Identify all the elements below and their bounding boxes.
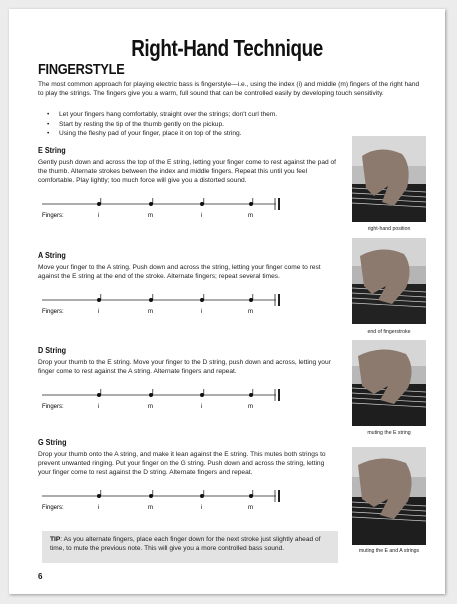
note <box>149 494 153 498</box>
g-string-staff <box>42 490 284 512</box>
note <box>97 298 101 302</box>
e-string-text: Gently push down and across the top of the E string, letting your finger come to rest against the pad of the thumb. Alternate strokes between the index and middle fingers. Repeat this until you feel comfortable. Play lightly; too much force will give you a distorted sound. <box>38 159 336 185</box>
a-string-staff <box>42 294 284 316</box>
fingers-label: Fingers: <box>42 213 64 219</box>
finger-label: m <box>148 505 153 511</box>
note <box>249 393 253 397</box>
book-page <box>9 9 445 594</box>
note <box>149 298 153 302</box>
photo-caption: muting the E and A strings <box>358 548 420 554</box>
right-hand-position-photo <box>352 136 426 222</box>
finger-label: m <box>248 505 253 511</box>
list-item: • Start by resting the tip of the thumb gently on the pickup. <box>47 120 277 130</box>
page-title: Right-Hand Technique <box>131 35 323 61</box>
note <box>200 202 204 206</box>
finger-label: i <box>201 213 203 219</box>
intro-paragraph: The most common approach for playing electric bass is fingerstyle—i.e., using the index (i) and middle (m) fingers of the right hand to play the strings. The fingers give you a warm, full sound that can be controlled easily by developing touch sensitivity. <box>38 81 420 98</box>
muting-e-string-photo <box>352 340 426 426</box>
note <box>249 202 253 206</box>
bass-hand-photo <box>352 238 426 324</box>
note <box>200 393 204 397</box>
bass-hand-photo <box>352 340 426 426</box>
section-heading: FINGERSTYLE <box>38 61 125 78</box>
finger-label: m <box>248 213 253 219</box>
photo-caption: right-hand position <box>367 226 411 232</box>
finger-label: i <box>98 309 100 315</box>
tips-list <box>47 110 277 139</box>
d-string-text: Drop your thumb to the E string. Move your finger to the D string, push down and across, letting your finger come to rest against the A string. Alternate fingers and repeat. <box>38 359 331 376</box>
bass-hand-photo <box>352 447 426 545</box>
note <box>149 202 153 206</box>
note <box>149 393 153 397</box>
fingers-label: Fingers: <box>42 505 64 511</box>
a-string-text: Move your finger to the A string. Push down and across the string, letting your finger come to rest against the E string at the end of the stroke. Alternate fingers; repeat several times. <box>38 264 321 281</box>
a-string-heading: A String <box>38 250 66 260</box>
fingers-label: Fingers: <box>42 309 64 315</box>
finger-label: m <box>148 309 153 315</box>
tip-text: : As you alternate fingers, place each finger down for the next stroke just slightly ahead of time, to mute the previous note. This will give you a more controlled bass sound. <box>50 536 321 553</box>
muting-e-and-a-strings-photo <box>352 447 426 545</box>
rhythm-staff <box>42 389 284 411</box>
list-item: • Let your fingers hang comfortably, straight over the strings; don't curl them. <box>47 110 277 120</box>
finger-label: m <box>148 213 153 219</box>
note <box>97 393 101 397</box>
finger-label: i <box>201 309 203 315</box>
finger-label: m <box>248 309 253 315</box>
end-of-fingerstroke-photo <box>352 238 426 324</box>
note <box>249 298 253 302</box>
g-string-text: Drop your thumb onto the A string, and make it lean against the E string. This mutes both strings to prevent unwanted ringing. Put your finger on the G string. Push down and across the string, letting your finger come to rest against the D string. Alternate fingers and repeat. <box>38 451 326 477</box>
finger-label: i <box>98 404 100 410</box>
e-string-staff <box>42 198 284 220</box>
finger-label: i <box>201 404 203 410</box>
finger-label: m <box>148 404 153 410</box>
e-string-heading: E String <box>38 145 66 155</box>
rhythm-staff <box>42 198 284 220</box>
tip-label: TIP <box>50 536 61 543</box>
note <box>97 202 101 206</box>
page-number: 6 <box>38 572 43 581</box>
rhythm-staff <box>42 490 284 512</box>
photo-caption: end of fingerstroke <box>367 329 411 335</box>
tip-box <box>42 531 338 563</box>
note <box>200 494 204 498</box>
note <box>97 494 101 498</box>
rhythm-staff <box>42 294 284 316</box>
finger-label: i <box>201 505 203 511</box>
bass-hand-photo <box>352 136 426 222</box>
list-item: • Using the fleshy pad of your finger, place it on top of the string. <box>47 129 277 139</box>
finger-label: i <box>98 505 100 511</box>
g-string-heading: G String <box>38 437 67 447</box>
fingers-label: Fingers: <box>42 404 64 410</box>
note <box>200 298 204 302</box>
d-string-staff <box>42 389 284 411</box>
finger-label: m <box>248 404 253 410</box>
finger-label: i <box>98 213 100 219</box>
d-string-heading: D String <box>38 345 67 355</box>
photo-caption: muting the E string <box>367 430 411 436</box>
note <box>249 494 253 498</box>
